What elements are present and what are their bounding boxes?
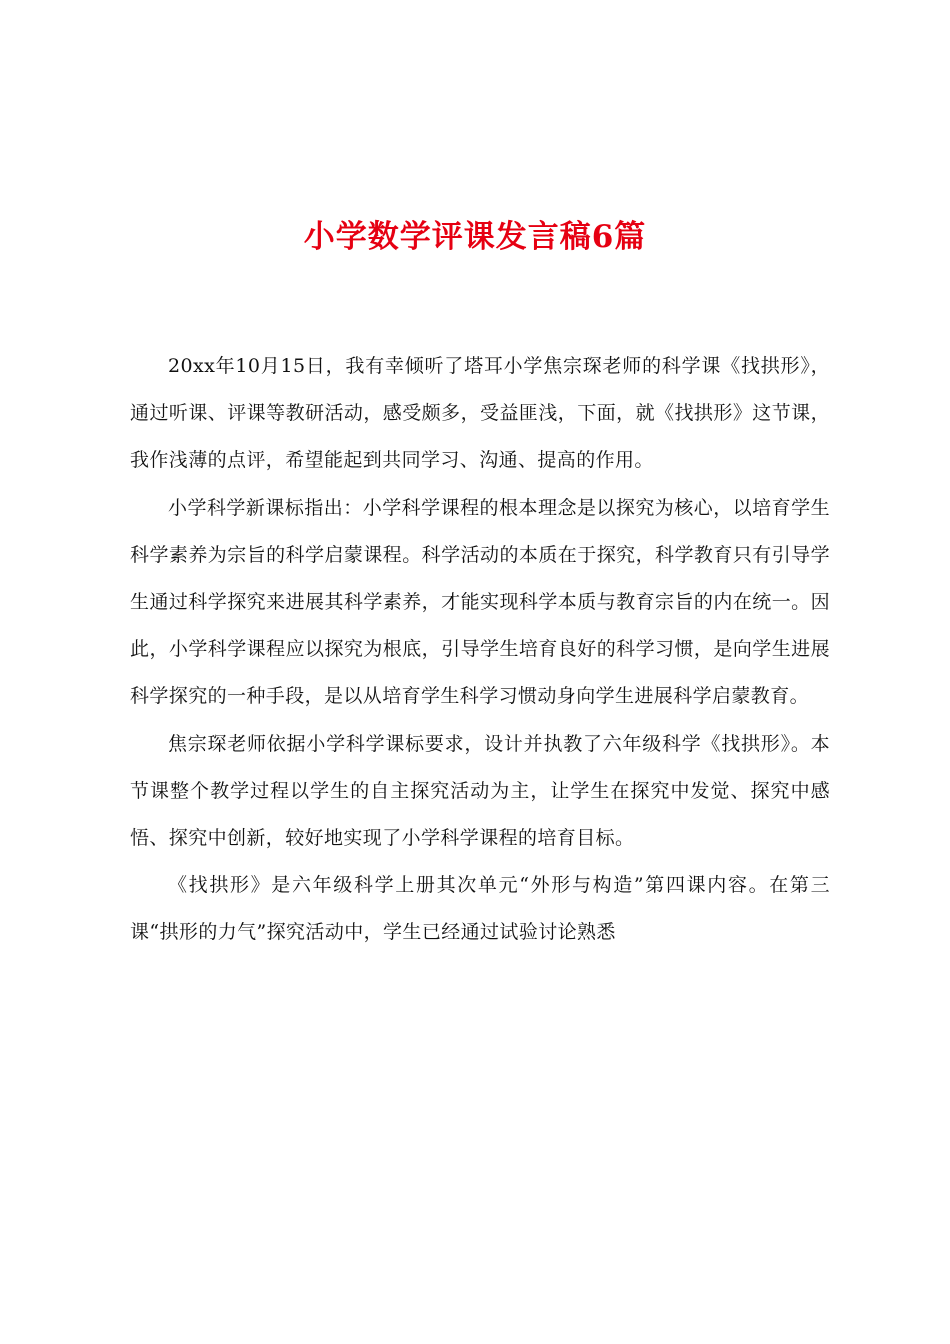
document-title: 小学数学评课发言稿6篇 — [303, 219, 647, 255]
paragraph-1: 20xx年10月15日，我有幸倾听了塔耳小学焦宗琛老师的科学课《找拱形》，通过听课、评课等教研活动，感受颇多，受益匪浅，下面，就《找拱形》这节课，我作浅薄的点评，希望能起到共同学习、沟通、提高的作用。 — [130, 355, 830, 472]
paragraph-4: 《找拱形》是六年级科学上册其次单元“外形与构造”第四课内容。在第三课“拱形的力气”探究活动中，学生已经通过试验讨论熟悉 — [130, 874, 830, 944]
paragraph-3: 焦宗琛老师依据小学科学课标要求，设计并执教了六年级科学《找拱形》。本节课整个教学过程以学生的自主探究活动为主，让学生在探究中发觉、探究中感悟、探究中创新，较好地实现了小学科学课程的培育目标。 — [130, 732, 830, 850]
paragraph-2: 小学科学新课标指出：小学科学课程的根本理念是以探究为核心，以培育学生科学素养为宗旨的科学启蒙课程。科学活动的本质在于探究，科学教育只有引导学生通过科学探究来进展其科学素养，才能实现科学本质与教育宗旨的内在统一。因此，小学科学课程应以探究为根底，引导学生培育良好的科学习惯，是向学生进展科学探究的一种手段，是以从培育学生科学习惯动身向学生进展科学启蒙教育。 — [130, 496, 830, 708]
document-body — [130, 343, 830, 957]
